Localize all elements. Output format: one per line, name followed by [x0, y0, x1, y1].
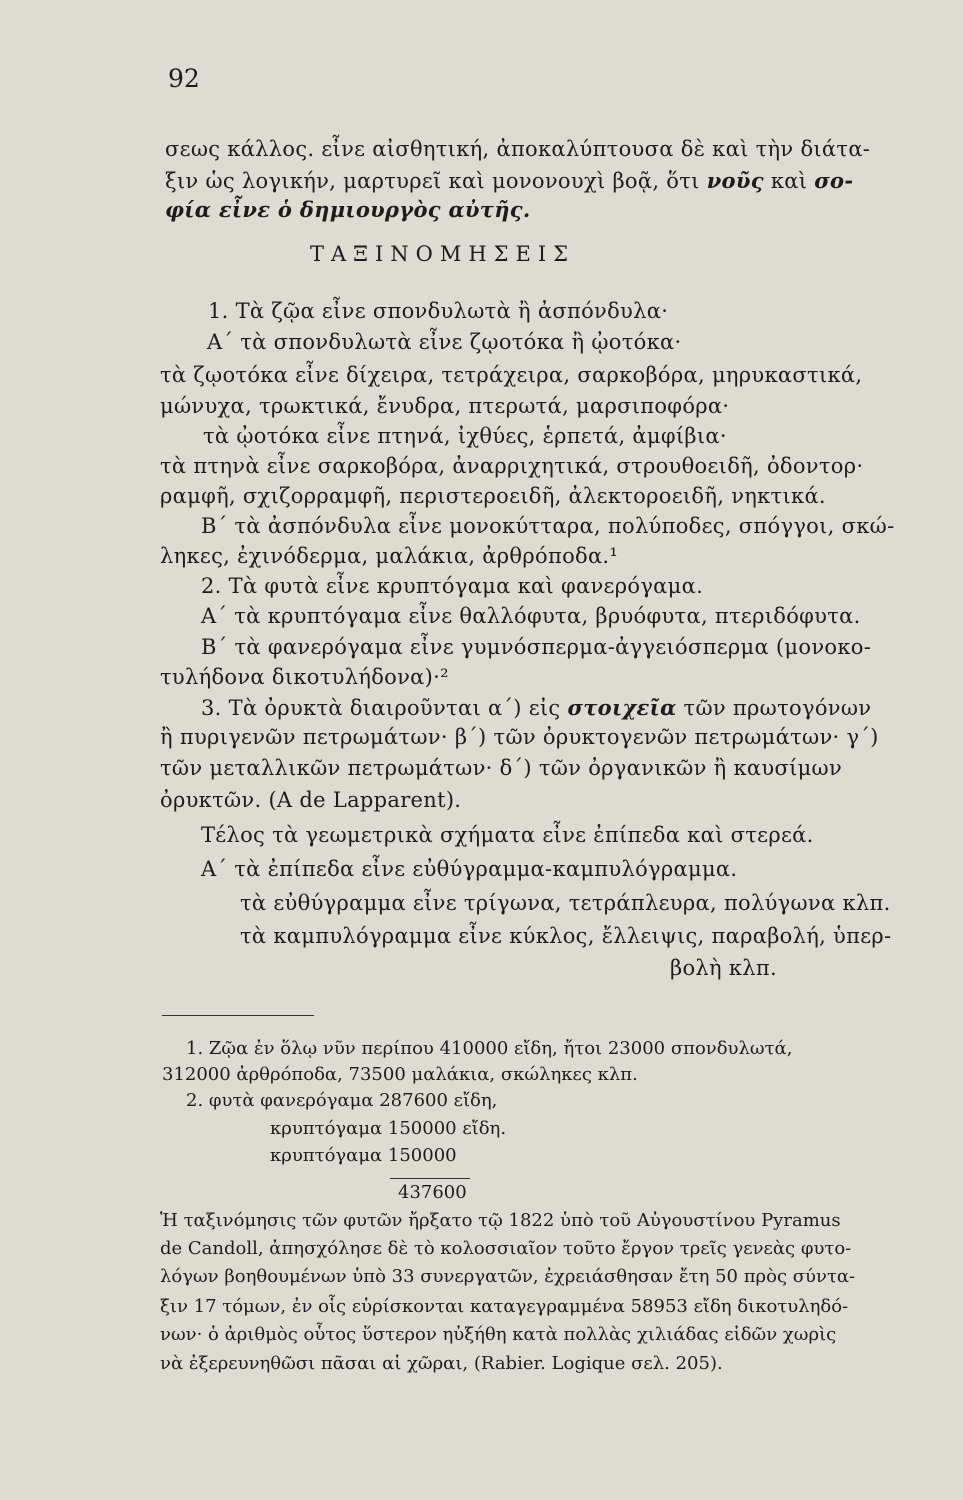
intro-bold-nous: νοῦς: [706, 168, 764, 193]
intro-line-3: [165, 199, 530, 221]
footnote-para-line-3: λόγων βοηθουμένων ὑπὸ 33 συνεργατῶν, ἐχρειάσθησαν ἔτη 50 πρὸς σύντα-: [160, 1266, 856, 1287]
body-line-9: ληκες, ἐχινόδερμα, μαλάκια, ἀρθρόποδα.¹: [160, 544, 619, 568]
footnote-para-line-4: ξιν 17 τόμων, ἐν οἷς εὑρίσκονται καταγεγραμμένα 58953 εἴδη δικοτυληδό-: [160, 1296, 849, 1317]
body-line-8: Β΄ τὰ ἀσπόνδυλα εἶνε μονοκύτταρα, πολύποδες, σπόγγοι, σκώ-: [201, 514, 895, 538]
body-line-1: 1. Τὰ ζῷα εἶνε σπονδυλωτὰ ἢ ἀσπόνδυλα·: [208, 299, 669, 323]
intro-bold-line-3: φία εἶνε ὁ δημιουργὸς αὐτῆς.: [165, 197, 531, 222]
body-line-19: Α΄ τὰ ἐπίπεδα εἶνε εὐθύγραμμα-καμπυλόγραμμα.: [201, 857, 738, 881]
page-number: 92: [168, 64, 200, 93]
intro-line-2-text: ξιν ὡς λογικήν, μαρτυρεῖ καὶ μονονουχὶ βοᾷ, ὅτι: [165, 169, 700, 193]
footnote-1-line-2: 312000 ἀρθρόποδα, 73500 μαλάκια, σκώληκες κλπ.: [162, 1064, 638, 1085]
body-line-6: τὰ πτηνὰ εἶνε σαρκοβόρα, ἀναρριχητικά, στρουθοειδῆ, ὀδοντορ·: [160, 454, 864, 478]
footnote-2-sum: 437600: [398, 1182, 467, 1203]
footnote-2-line-1: 2. φυτὰ φανερόγαμα 287600 εἴδη,: [186, 1090, 498, 1111]
body-line-7: ραμφῆ, σχιζορραμφῆ, περιστεροειδῆ, ἀλεκτοροειδῆ, νηκτικά.: [160, 484, 826, 508]
body-line-22: βολὴ κλπ.: [670, 956, 777, 980]
body-line-17: ὀρυκτῶν. (A de Lapparent).: [160, 788, 462, 812]
intro-line-2: [165, 170, 853, 192]
footnote-para-line-6: νὰ ἐξερευνηθῶσι πᾶσαι αἱ χῶραι, (Rabier. Logique σελ. 205).: [160, 1353, 723, 1374]
body-line-16: τῶν μεταλλικῶν πετρωμάτων· δ΄) τῶν ὀργανικῶν ἢ καυσίμων: [160, 756, 843, 780]
footnote-1-line-1: 1. Ζῷα ἐν ὅλῳ νῦν περίπου 410000 εἴδη, ἤτοι 23000 σπονδυλωτά,: [186, 1038, 793, 1059]
body-line-4: μώνυχα, τρωκτικά, ἔνυδρα, πτερωτά, μαρσιποφόρα·: [160, 394, 730, 418]
body-line-12: Β΄ τὰ φανερόγαμα εἶνε γυμνόσπερμα-ἀγγειόσπερμα (μονοκο-: [201, 635, 872, 659]
body-line-13: τυλήδονα δικοτυλήδονα)·²: [160, 665, 449, 689]
section-heading: ΤΑΞΙΝΟΜΗΣΕΙΣ: [310, 242, 575, 266]
body-line-14: [201, 697, 871, 719]
body-line-14-start: 3. Τὰ ὀρυκτὰ διαιροῦνται α΄) εἰς: [201, 696, 561, 720]
body-line-20: τὰ εὐθύγραμμα εἶνε τρίγωνα, τετράπλευρα, πολύγωνα κλπ.: [240, 891, 891, 915]
intro-line-2-end: καὶ: [770, 169, 808, 193]
body-line-21: τὰ καμπυλόγραμμα εἶνε κύκλος, ἔλλειψις, παραβολή, ὑπερ-: [240, 924, 892, 948]
intro-bold-so: σο-: [814, 168, 854, 193]
footnote-rule: [162, 1015, 314, 1016]
footnote-2-line-3: κρυπτόγαμα 150000: [270, 1145, 457, 1166]
footnote-para-line-2: de Candoll, ἀπησχόλησε δὲ τὸ κολοσσιαῖον τοῦτο ἔργον τρεῖς γενεὰς φυτο-: [160, 1238, 852, 1259]
body-bold-stoicheia: στοιχεῖα: [567, 695, 677, 720]
body-line-14-end: τῶν πρωτογόνων: [683, 696, 872, 720]
footnote-2-line-2: κρυπτόγαμα 150000 εἴδη.: [270, 1118, 507, 1139]
body-line-3: τὰ ζῳοτόκα εἶνε δίχειρα, τετράχειρα, σαρκοβόρα, μηρυκαστικά,: [160, 363, 863, 387]
footnote-para-line-1: Ἡ ταξινόμησις τῶν φυτῶν ἤρξατο τῷ 1822 ὑπὸ τοῦ Αὐγουστίνου Pyramus: [160, 1210, 841, 1231]
sum-rule: [390, 1178, 470, 1179]
body-line-15: ἢ πυριγενῶν πετρωμάτων· β΄) τῶν ὀρυκτογενῶν πετρωμάτων· γ΄): [160, 725, 879, 749]
body-line-5: τὰ ᾠοτόκα εἶνε πτηνά, ἰχθύες, ἑρπετά, ἀμφίβια·: [203, 424, 727, 448]
body-line-10: 2. Τὰ φυτὰ εἶνε κρυπτόγαμα καὶ φανερόγαμα.: [201, 574, 704, 598]
body-line-11: Α΄ τὰ κρυπτόγαμα εἶνε θαλλόφυτα, βρυόφυτα, πτεριδόφυτα.: [201, 604, 861, 628]
footnote-para-line-5: νων· ὁ ἀριθμὸς οὗτος ὕστερον ηὐξήθη κατὰ πολλὰς χιλιάδας εἰδῶν χωρὶς: [160, 1324, 837, 1345]
body-line-18: Τέλος τὰ γεωμετρικὰ σχήματα εἶνε ἐπίπεδα καὶ στερεά.: [201, 823, 814, 847]
body-line-2: Α΄ τὰ σπονδυλωτὰ εἶνε ζῳοτόκα ἢ ᾠοτόκα·: [207, 330, 682, 354]
intro-line-1: σεως κάλλος. εἶνε αἰσθητική, ἀποκαλύπτουσα δὲ καὶ τὴν διάτα-: [165, 137, 871, 161]
